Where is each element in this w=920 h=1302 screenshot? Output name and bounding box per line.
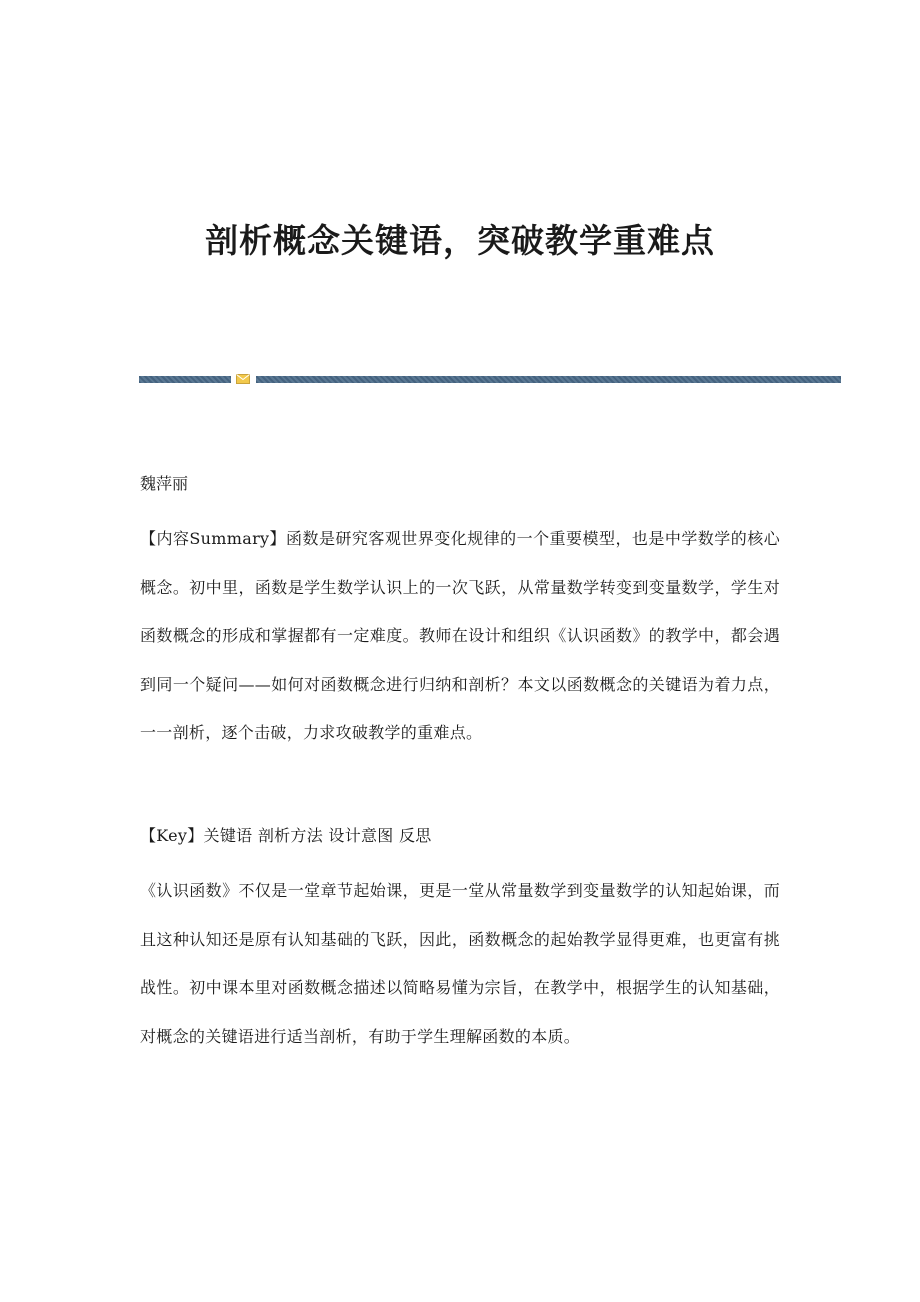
author-name: 魏萍丽 [140, 474, 189, 493]
title-divider [139, 374, 841, 384]
divider-bar-left [139, 376, 231, 383]
keywords-line: 【Key】关键语 剖析方法 设计意图 反思 [140, 826, 432, 845]
document-title: 剖析概念关键语，突破教学重难点 [205, 221, 715, 260]
body-paragraph: 《认识函数》不仅是一堂章节起始课，更是一堂从常量数学到变量数学的认知起始课，而且这种认知还是原有认知基础的飞跃，因此，函数概念的起始教学显得更难，也更富有挑战性。初中课本里对函数概念描述以简略易懂为宗旨，在教学中，根据学生的认知基础，对概念的关键语进行适当剖析，有助于学生理解函数的本质。 [140, 881, 780, 1046]
envelope-icon [236, 374, 250, 384]
summary-paragraph: 【内容Summary】函数是研究客观世界变化规律的一个重要模型，也是中学数学的核心概念。初中里，函数是学生数学认识上的一次飞跃，从常量数学转变到变量数学，学生对函数概念的形成和掌握都有一定难度。教师在设计和组织《认识函数》的教学中，都会遇到同一个疑问——如何对函数概念进行归纳和剖析？本文以函数概念的关键语为着力点，一一剖析，逐个击破，力求攻破教学的重难点。 [140, 529, 780, 743]
divider-bar-right [256, 376, 841, 383]
